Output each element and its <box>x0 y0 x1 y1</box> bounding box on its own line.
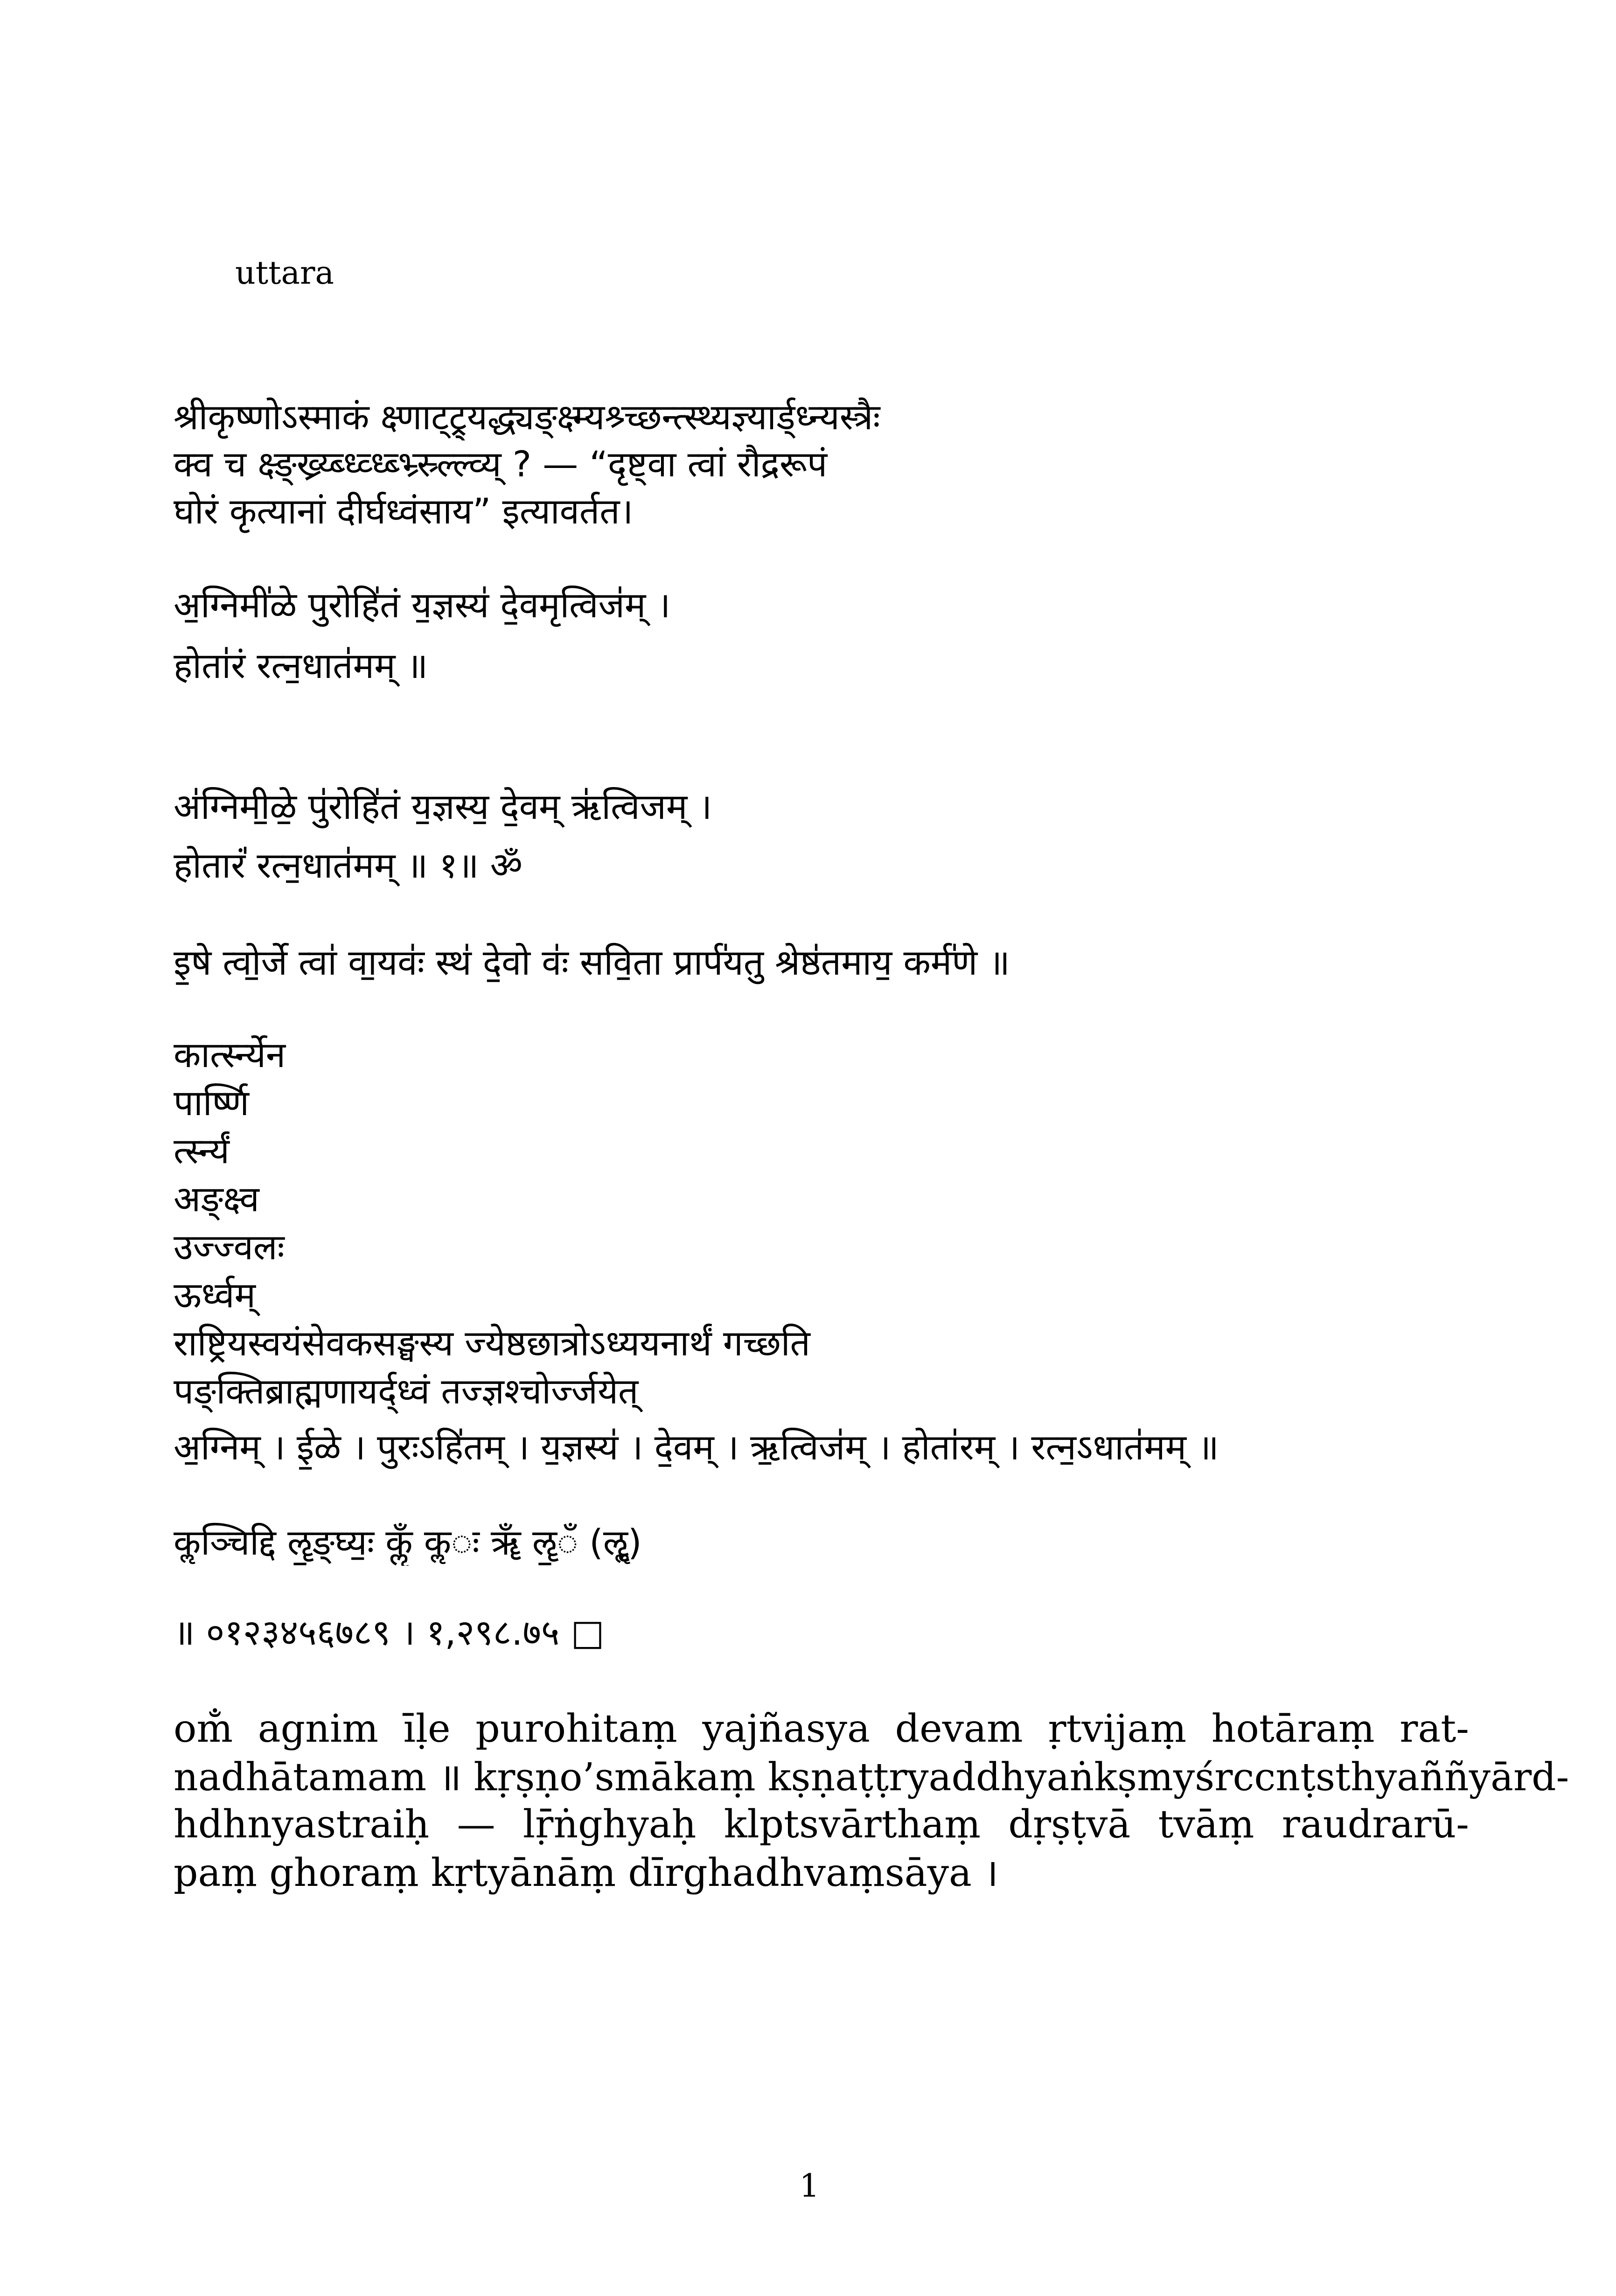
transliteration-line: paṃ ghoraṃ kṛtyānāṃ dīrghadhvaṃsāya । <box>174 1851 999 1895</box>
word-list-item: पार्ष्णि <box>174 1082 249 1124</box>
transliteration-line: om̐ agnim īḷe purohitaṃ yajñasya devam ṛtvijaṃ hotāraṃ rat- <box>174 1707 1469 1751</box>
verse-line: हो॒तारं॑ रत्न॒धात॑मम् ॥ १॥ ॐ <box>174 844 522 886</box>
vowel-test-line: कॢ॒ञ्चिद्दि ॡ॒ङ्घ्यः॒ कॢँ कॢ॒ः ॠँ ॡ॒ँ (ॡॢ॒) <box>174 1521 642 1563</box>
word-list-item: अङ्क्ष्व <box>174 1178 259 1220</box>
yajus-line: इ॒षे त्वो॒र्जे त्वा॑ वा॒यवः॑ स्थ॑ दे॒वो वः॑ सवि॒ता प्रार्प॑यतु॒ श्रेष्ठ॑तमाय॒ कर्म॑णे ॥ <box>174 942 1010 983</box>
page-number: 1 <box>799 2168 820 2205</box>
padapatha-line: अ॒ग्निम् । ई॒ळे । पु॒रःऽहि॑तम् । य॒ज्ञस्य॑ । दे॒वम् । ऋ॒त्विज॑म् । होता॑रम् । रत्न॒ऽधात॑मम् ॥ <box>174 1426 1219 1468</box>
word-list-item: कार्त्स्न्येन <box>174 1034 286 1075</box>
verse-line: होता॑रं रत्न॒धात॑मम् ॥ <box>174 645 428 686</box>
paragraph-line: घोरं कृत्यानां दीर्घध्वंसाय” इत्यावर्तत। <box>174 490 634 532</box>
paragraph-line: क्व च क्ष्ङ्ख्र्य्ब्ध्व्ध्ब्भ्र्स्र्ल्ल्व्य् ? — “दृष्ट्वा त्वां रौद्ररूपं <box>174 443 828 485</box>
word-list-item: ऊर्ध्वम् <box>174 1274 256 1316</box>
running-header: uttara <box>235 255 334 292</box>
word-list-item: र्त्स्न्यं <box>174 1130 230 1172</box>
word-list-item: उज्ज्वलः <box>174 1226 285 1268</box>
transliteration-line: nadhātamam ॥ kṛṣṇo’smākaṃ kṣṇaṭṭryaddhyaṅkṣmyśrccnṭsthyaññyārd- <box>174 1755 1569 1800</box>
transliteration-line: hdhnyastraiḥ — lṝṅghyaḥ klptsvārthaṃ dṛṣṭvā tvāṃ raudrarū- <box>174 1802 1469 1847</box>
numerals-line: ॥ ०१२३४५६७८९ । १,२९८.७५ □ <box>174 1612 605 1653</box>
verse-line: अ॑ग्निमी॒ळे॒ पु॑रोहि॑तं य॒ज्ञस्य॒ दे॒वम् ऋ॑त्विजम् । <box>174 786 712 827</box>
word-list-item: पङ्क्तिब्राह्मणायर्द्ध्वं तज्ज्ञश्चोर्ज्जयेत् <box>174 1370 639 1412</box>
word-list-item: राष्ट्रियस्वयंसेवकसङ्घस्य ज्येष्ठछात्रोऽध्ययनार्थं गच्छति <box>174 1322 810 1364</box>
paragraph-line: श्रीकृष्णोऽस्माकं क्ष्णाट्ट्र्यद्ध्यङ्क्ष्म्यश्र्च्छन्त्स्थ्यज्ञ्यार्ड्ध्न्यस्त्रैः <box>174 396 880 438</box>
verse-line: अ॒ग्निमी॑ळे पु॒रोहि॑तं य॒ज्ञस्य॑ दे॒वमृ॒त्विज॑म् । <box>174 584 671 626</box>
